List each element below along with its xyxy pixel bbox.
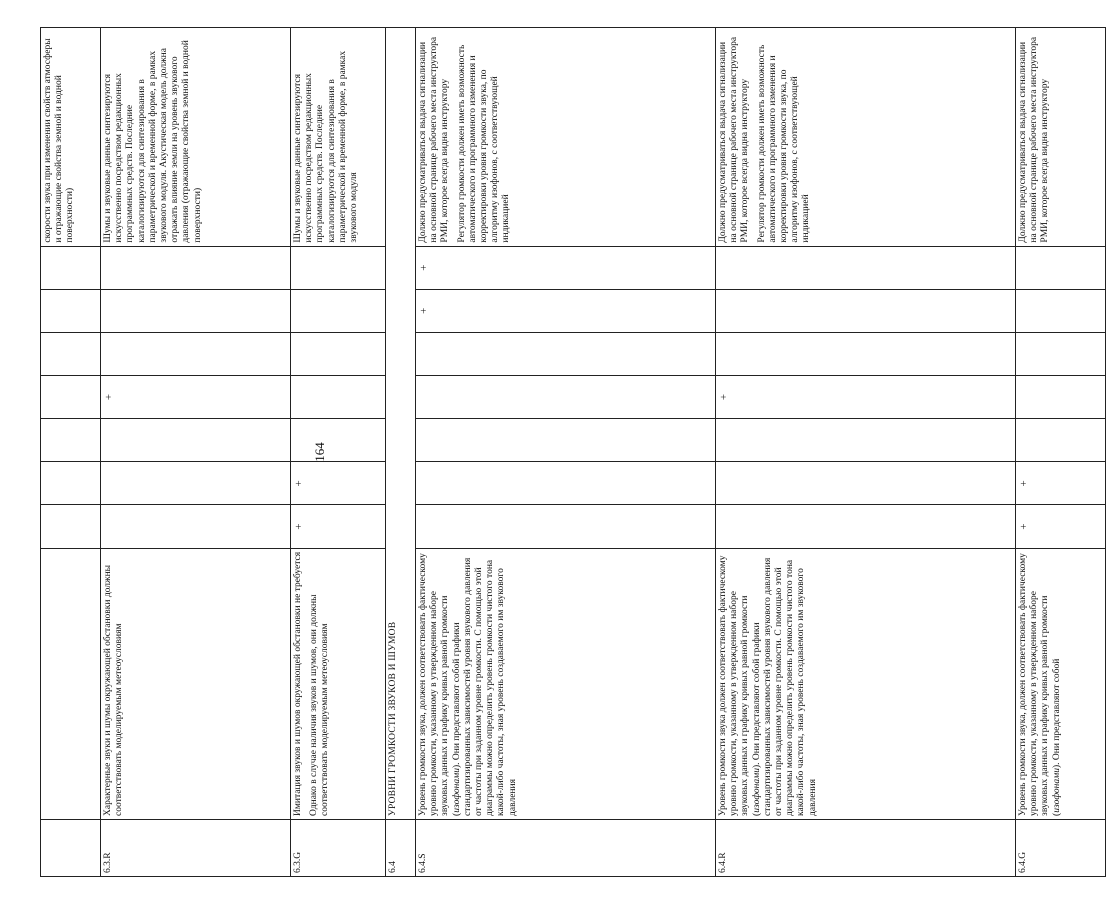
requirements-table (40, 27, 1106, 877)
note-text: скорости звука при изменении свойств атмосферы и отражающие свойства земной и водной поверхности) (43, 38, 76, 243)
level-mark-cell (41, 332, 101, 375)
table-row (386, 28, 416, 877)
level-mark-cell (291, 505, 386, 548)
level-mark-cell (716, 462, 1016, 505)
level-mark-cell (1016, 289, 1106, 332)
table-row (41, 28, 101, 877)
level-mark-cell (41, 289, 101, 332)
level-mark: + (718, 393, 730, 401)
level-mark-cell (716, 375, 1016, 418)
note-text: Регулятор громкости должен иметь возможность автоматического и программного изменения и корректировки уровня громкости звука, по алгоритму изофонов, с соответствующей индикацией (456, 44, 512, 243)
requirement-text: Однако в случае наличия звуков и шумов, они должны соответствовать моделируемым метеоусловиям (309, 594, 331, 816)
level-mark-cell (291, 246, 386, 289)
row-id-cell: 6.4.S (416, 819, 716, 876)
requirement-text: Уровень громкости звука, должен соответствовать фактическому уровню громкости, указанному в утвержденном наборе звуковых данных и графику кривых равной громкости (изофонами). Они представляют собой графики стандартизированных зависимостей уровня звукового давления от частоты при заданном уровне громкости. С помощью этой диаграммы можно определить уровень громкости чистого тона какой-либо частоты, зная уровень создаваемого им звукового давления (418, 553, 518, 816)
level-mark-cell (416, 419, 716, 462)
level-mark-cell (1016, 462, 1106, 505)
requirement-cell (101, 548, 291, 819)
level-mark-cell (1016, 419, 1106, 462)
level-mark-cell (41, 419, 101, 462)
section-title: УРОВНИ ГРОМКОСТИ ЗВУКОВ И ШУМОВ (386, 28, 416, 820)
level-mark-cell (41, 375, 101, 418)
level-mark-cell (41, 246, 101, 289)
level-mark-cell (1016, 375, 1106, 418)
requirement-cell (416, 548, 716, 819)
level-mark-cell (291, 462, 386, 505)
level-mark-cell (1016, 246, 1106, 289)
level-mark-cell (101, 375, 291, 418)
requirement-text: Уровень громкости звука, должен соответствовать фактическому уровню громкости, указанному в утвержденном наборе звуковых данных и графику кривых равной громкости (изофонами). Они представляют собой (1018, 553, 1062, 816)
table-row (716, 28, 1016, 877)
level-mark: + (103, 393, 115, 401)
level-mark-cell (101, 419, 291, 462)
requirement-text: Уровень громкости звука должен соответствовать фактическому уровню громкости, указанному в утвержденном наборе звуковых данных и графику кривых равной громкости (изофонами). Они представляют собой графики стандартизированных зависимостей уровня звукового давления от частоты при заданном уровне громкости. С помощью этой диаграммы можно определить уровень громкости чистого тона какой-либо частоты, зная уровень создаваемого им звукового давления (718, 555, 818, 816)
level-mark-cell (416, 332, 716, 375)
level-mark-cell (41, 462, 101, 505)
note-text: Шумы и звуковые данные синтезируются искусственно посредством редакционных программных средств. Последние каталогизируются для синтезирования в параметрической и временной форме, в рамках звукового модуля (293, 50, 360, 243)
table-row (416, 28, 716, 877)
rotated-requirements-table (40, 27, 1062, 877)
note-text: Регулятор громкости должен иметь возможность автоматического и программного изменения и корректировки уровня громкости звука, по алгоритму изофонов, с соответствующей индикацией (756, 44, 812, 243)
level-mark-cell (416, 246, 716, 289)
level-mark: + (1018, 480, 1030, 487)
note-text: Должно предусматриваться выдача сигнализации на основной странице рабочего места инструктора РМИ, которое всегда видна инструктору (418, 36, 451, 243)
level-mark-cell (416, 505, 716, 548)
page-number: 164 (312, 442, 327, 462)
table-row (1016, 28, 1106, 877)
requirement-cell (291, 548, 386, 819)
level-mark: + (418, 264, 430, 271)
level-mark-cell (416, 289, 716, 332)
requirement-text: Характерные звуки и шумы окружающей обстановки должны соответствовать моделируемым метеоусловиям (103, 564, 125, 816)
note-cell (101, 28, 291, 247)
level-mark-cell (716, 246, 1016, 289)
requirement-cell (41, 548, 101, 819)
requirement-cell (1016, 548, 1106, 819)
note-text: Должно предусматриваться выдача сигнализации на основной странице рабочего места инструктора РМИ, которое всегда видна инструктору (718, 36, 751, 243)
note-cell (41, 28, 101, 247)
row-id-cell: 6.4 (386, 819, 416, 876)
level-mark-cell (1016, 332, 1106, 375)
level-mark-cell (716, 289, 1016, 332)
level-mark-cell (291, 419, 386, 462)
level-mark: + (1018, 523, 1030, 530)
note-cell (291, 28, 386, 247)
requirement-cell (716, 548, 1016, 819)
level-mark-cell (291, 289, 386, 332)
level-mark-cell (41, 505, 101, 548)
level-mark-cell (716, 332, 1016, 375)
level-mark-cell (416, 462, 716, 505)
level-mark-cell (291, 375, 386, 418)
row-id-cell: 6.4.R (716, 819, 1016, 876)
row-id-cell (41, 819, 101, 876)
level-mark-cell (716, 505, 1016, 548)
level-mark-cell (101, 332, 291, 375)
requirement-text: Имитация звуков и шумов окружающей обстановки не требуется (293, 551, 303, 816)
note-text: Шумы и звуковые данные синтезируются искусственно посредством редакционных программных средств. Последние каталогизируются для синтезирования в параметрической и временной форме, в рамках звукового модуля. Акустическая модель должна отражать влияние земли на уровень звукового давления (отражающие свойства земной и водной поверхности) (103, 40, 203, 243)
level-mark-cell (716, 419, 1016, 462)
row-id-cell: 6.3.G (291, 819, 386, 876)
level-mark-cell (101, 289, 291, 332)
level-mark-cell (101, 462, 291, 505)
level-mark: + (418, 307, 430, 314)
note-cell (416, 28, 716, 247)
note-cell (716, 28, 1016, 247)
note-cell (1016, 28, 1106, 247)
table-row (291, 28, 386, 877)
row-id-cell: 6.3.R (101, 819, 291, 876)
level-mark-cell (291, 332, 386, 375)
row-id-cell: 6.4.G (1016, 819, 1106, 876)
level-mark-cell (101, 505, 291, 548)
requirements-table-body (41, 28, 1106, 877)
level-mark: + (293, 523, 305, 530)
level-mark-cell (101, 246, 291, 289)
level-mark: + (293, 480, 305, 487)
table-row (101, 28, 291, 877)
note-text: Должно предусматриваться выдача сигнализации на основной странице рабочего места инструктора РМИ, которое всегда видна инструктору (1018, 36, 1051, 243)
level-mark-cell (416, 375, 716, 418)
level-mark-cell (1016, 505, 1106, 548)
